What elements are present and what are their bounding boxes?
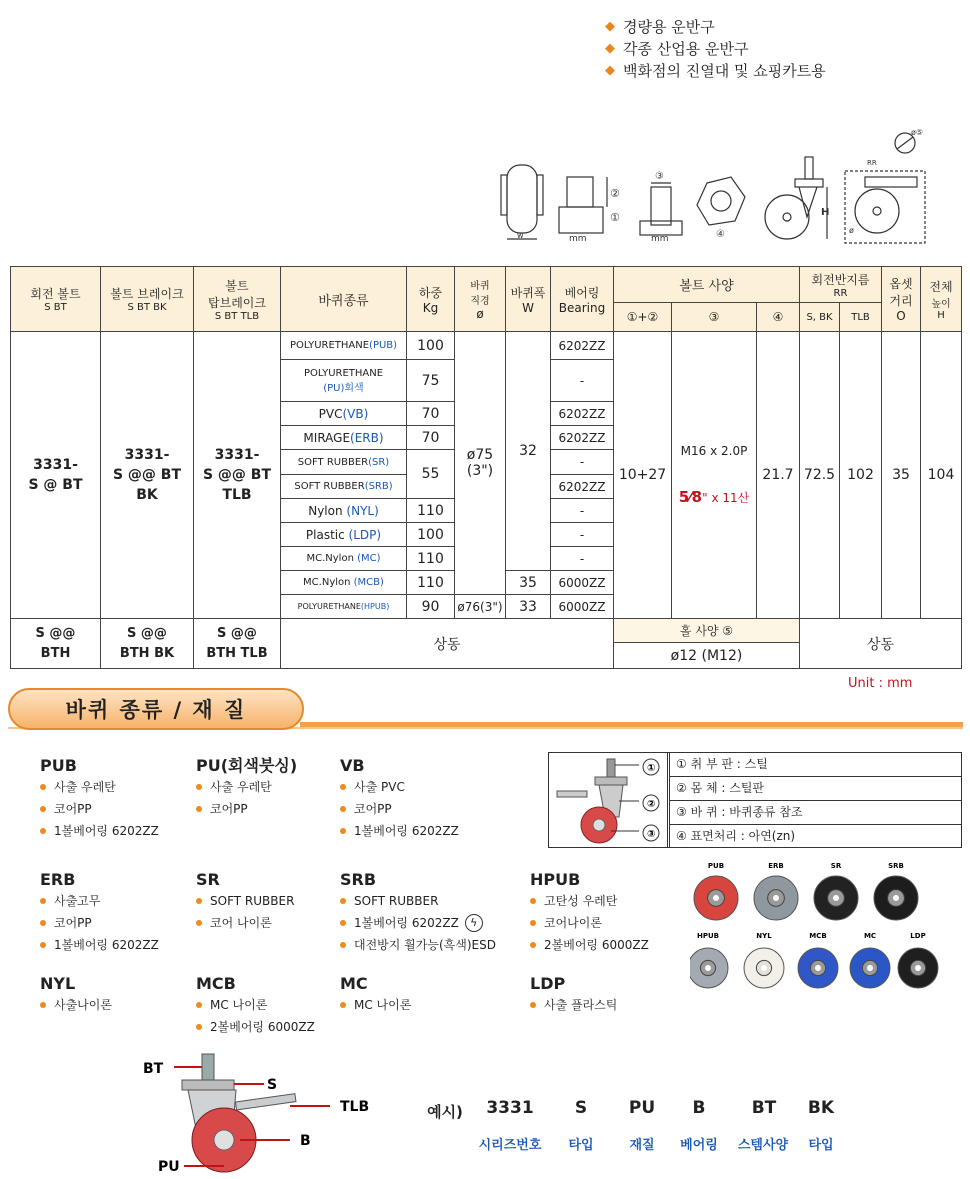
hole-spec-value: ø12 (M12) (614, 643, 800, 669)
bullet-icon (40, 828, 46, 834)
material-hpub: HPUB 고탄성 우레탄 코어나이론 2볼베어링 6000ZZ (530, 870, 649, 952)
bullet-icon (530, 920, 536, 926)
header-bolt-spec: 볼트 사양 (614, 267, 800, 303)
h-label: H (821, 207, 830, 218)
material-code: PUB (40, 756, 77, 775)
usage-list (605, 16, 826, 82)
material-code: MCB (196, 974, 236, 993)
load-cell: 70 (407, 402, 455, 426)
svg-text:ERB: ERB (768, 862, 784, 870)
load-cell: 75 (407, 360, 455, 402)
bearing-cell: 6202ZZ (551, 426, 614, 450)
bullet-icon (196, 1024, 202, 1030)
bullet-icon (196, 784, 202, 790)
material-nyl: NYL 사출나이론 (40, 974, 112, 1012)
marker-1: ① (647, 763, 656, 774)
rr-label: RR (867, 159, 877, 167)
header-sbtbk: 볼트 브레이크 S BT BK (101, 267, 194, 332)
wheel-type-cell: Plastic (LDP) (281, 523, 407, 547)
dia-hpub-cell: ø76(3") (455, 595, 506, 619)
header-load: 하중 Kg (407, 267, 455, 332)
example-meaning: 스템사양 (737, 1138, 789, 1153)
wheel-type-cell: PVC(VB) (281, 402, 407, 426)
bullet-icon (340, 920, 346, 926)
bullet-icon (340, 806, 346, 812)
svg-text:LDP: LDP (910, 932, 926, 940)
wheel-sample-srb (874, 862, 918, 920)
wheel-sample-pub (694, 862, 738, 920)
wheel-sample-hpub (690, 932, 728, 988)
bullet-icon (40, 784, 46, 790)
header-dia: 바퀴 직경 ø (455, 267, 506, 332)
example-meaning: 타입 (808, 1138, 834, 1153)
caster-parts-image (549, 753, 670, 847)
wheel-sample-sr (814, 862, 858, 920)
header-offset: 옵셋 거리 O (882, 267, 921, 332)
material-code: LDP (530, 974, 566, 993)
load-cell: 110 (407, 547, 455, 571)
unit-label: Unit : mm (848, 676, 913, 691)
marker-3: ③ (647, 829, 656, 840)
bullet-icon (530, 898, 536, 904)
bolt-side-drawing (559, 177, 620, 244)
w-label: w (517, 231, 524, 240)
svg-text:HPUB: HPUB (696, 932, 720, 940)
header-radius: 회전반지름 RR (800, 267, 882, 303)
hole-spec-header: 홀 사양 ⑤ (614, 619, 800, 643)
same-as-above-1: 상동 (281, 619, 614, 669)
wheel-type-cell: MC.Nylon (MCB) (281, 571, 407, 595)
c1-label: ① (610, 211, 620, 224)
load-cell: 90 (407, 595, 455, 619)
parts-list (670, 753, 961, 848)
caster-side-drawing (765, 157, 829, 239)
header-wheel-type: 바퀴종류 (281, 267, 407, 332)
diamond-icon: ◆ (605, 19, 615, 34)
material-code: PU(회색붓싱) (196, 756, 298, 775)
c2-label: ② (610, 187, 620, 200)
wheel-type-cell: POLYURETHANE (PU)회색 (281, 360, 407, 402)
parts-row: ③ 바 퀴 : 바퀴종류 참조 (670, 801, 961, 825)
header-radius-sbk: S, BK (800, 303, 840, 332)
bearing-cell: - (551, 523, 614, 547)
bearing-cell: - (551, 450, 614, 475)
header-bolt-c4: ④ (757, 303, 800, 332)
load-cell: 110 (407, 571, 455, 595)
hex-nut-drawing (697, 177, 745, 240)
bullet-icon (530, 1002, 536, 1008)
parts-row: ① 취 부 판 : 스틸 (670, 753, 961, 777)
material-pu: PU(회색붓싱) 사출 우레탄 코어PP (196, 756, 298, 816)
c3-label: ③ (655, 171, 664, 182)
usage-item: ◆ 백화점의 진열대 및 쇼핑카트용 (605, 62, 826, 80)
label-bt: BT (143, 1061, 164, 1077)
header-bearing: 베어링 Bearing (551, 267, 614, 332)
radius-tlb-value: 102 (840, 332, 882, 619)
example-code: 3331 (486, 1098, 534, 1118)
bullet-icon (340, 784, 346, 790)
svg-text:MC: MC (863, 932, 877, 940)
bullet-icon (40, 942, 46, 948)
offset-value: 35 (882, 332, 921, 619)
example-code: B (692, 1098, 706, 1118)
svg-text:MCB: MCB (809, 932, 827, 940)
example-code: BT (751, 1098, 777, 1118)
antistatic-icon: ϟ (465, 914, 483, 932)
bearing-cell: - (551, 499, 614, 523)
bullet-icon (196, 1002, 202, 1008)
bullet-icon (196, 920, 202, 926)
bullet-icon (340, 942, 346, 948)
model-sbth: S @@ BTH (11, 619, 101, 669)
stem-drawing (640, 171, 682, 244)
svg-text:PUB: PUB (707, 862, 725, 870)
material-code: MC (340, 974, 368, 993)
wheel-type-cell: Nylon (NYL) (281, 499, 407, 523)
header-bolt-c3: ③ (672, 303, 757, 332)
example-meaning: 재질 (629, 1138, 655, 1153)
material-erb: ERB 사출고무 코어PP 1볼베어링 6202ZZ (40, 870, 159, 952)
bullet-icon (196, 898, 202, 904)
bolt-c12-value: 10+27 (614, 332, 672, 619)
parts-box (548, 752, 962, 848)
svg-text:SR: SR (830, 862, 842, 870)
model-sbttlb: 3331- S @@ BT TLB (194, 332, 281, 619)
dia-main-cell: ø75 (3") (455, 332, 506, 595)
label-pu: PU (158, 1159, 180, 1175)
wheel-sample-erb (754, 862, 798, 920)
height-value: 104 (921, 332, 962, 619)
model-sbtbk: 3331- S @@ BT BK (101, 332, 194, 619)
header-width: 바퀴폭 W (506, 267, 551, 332)
wheel-type-cell: SOFT RUBBER(SR) (281, 450, 407, 475)
width-mcb-cell: 35 (506, 571, 551, 595)
width-hpub-cell: 33 (506, 595, 551, 619)
wheel-sample-nyl (744, 932, 784, 988)
material-mcb: MCB MC 나이론 2볼베어링 6000ZZ (196, 974, 315, 1034)
material-code: SRB (340, 870, 377, 889)
usage-item: ◆ 각종 산업용 운반구 (605, 40, 749, 58)
bearing-cell: 6202ZZ (551, 332, 614, 360)
bullet-icon (40, 1002, 46, 1008)
marker-2: ② (647, 799, 656, 810)
example-code: BK (807, 1098, 835, 1118)
same-as-above-2: 상동 (800, 619, 962, 669)
material-vb: VB 사출 PVC 코어PP 1볼베어링 6202ZZ (340, 756, 459, 838)
example-code: PU (628, 1098, 656, 1118)
technical-drawings (495, 125, 935, 250)
load-cell: 55 (407, 450, 455, 499)
wheel-sample-mcb (798, 932, 838, 988)
example-meaning: 시리즈번호 (478, 1138, 542, 1153)
model-sbthbk: S @@ BTH BK (101, 619, 194, 669)
diamond-icon: ◆ (605, 41, 615, 56)
bolt-c4-value: 21.7 (757, 332, 800, 619)
bullet-icon (530, 942, 536, 948)
o-label: ø (849, 226, 854, 235)
wheel-type-cell: MIRAGE(ERB) (281, 426, 407, 450)
load-cell: 110 (407, 499, 455, 523)
bullet-icon (340, 828, 346, 834)
section-title: 바퀴 종류 / 재 질 (8, 688, 304, 730)
spec-table (10, 266, 962, 669)
bearing-cell: - (551, 360, 614, 402)
header-height: 전체 높이 H (921, 267, 962, 332)
model-sbt: 3331- S @ BT (11, 332, 101, 619)
example-meaning: 베어링 (680, 1138, 718, 1153)
header-sbt: 회전 볼트 S BT (11, 267, 101, 332)
material-ldp: LDP 사출 플라스틱 (530, 974, 618, 1012)
material-code: HPUB (530, 870, 581, 889)
header-sbttlb: 볼트 탑브레이크 S BT TLB (194, 267, 281, 332)
wheel-sample-ldp (898, 932, 938, 988)
diamond-icon: ◆ (605, 63, 615, 78)
model-sbthtlb: S @@ BTH TLB (194, 619, 281, 669)
bullet-icon (40, 806, 46, 812)
bearing-cell: 6000ZZ (551, 571, 614, 595)
wheel-type-cell: POLYURETHANE(HPUB) (281, 595, 407, 619)
usage-item: ◆ 경량용 운반구 (605, 18, 715, 36)
load-cell: 70 (407, 426, 455, 450)
wheel-type-cell: POLYURETHANE(PUB) (281, 332, 407, 360)
bearing-cell: 6202ZZ (551, 475, 614, 499)
bullet-icon (196, 806, 202, 812)
material-code: VB (340, 756, 365, 775)
material-pub: PUB 사출 우레탄 코어PP 1볼베어링 6202ZZ (40, 756, 159, 838)
example-code: S (574, 1098, 588, 1118)
bearing-cell: 6202ZZ (551, 402, 614, 426)
example-meaning: 타입 (568, 1138, 594, 1153)
wheel-sample-graphic (690, 856, 940, 996)
material-code: SR (196, 870, 220, 889)
bullet-icon (340, 898, 346, 904)
bolt-c3-value: M16 x 2.0P 5⁄8" x 11산 (672, 332, 757, 619)
bullet-icon (340, 1002, 346, 1008)
c5-label: ø⑤ (911, 128, 924, 137)
label-tlb: TLB (340, 1099, 370, 1115)
header-radius-tlb: TLB (840, 303, 882, 332)
radius-sbk-value: 72.5 (800, 332, 840, 619)
load-cell: 100 (407, 332, 455, 360)
label-b: B (300, 1133, 311, 1149)
mm-label: mm (651, 234, 669, 244)
svg-text:NYL: NYL (756, 932, 772, 940)
material-srb: SRB SOFT RUBBER 1볼베어링 6202ZZ ϟ 대전방지 휠가능(흑색)ESD (340, 870, 496, 952)
caster-top-drawing (845, 128, 925, 243)
parts-row: ④ 표면처리 : 아연(zn) (676, 829, 796, 843)
wheel-sample-mc (850, 932, 890, 988)
wheel-type-cell: SOFT RUBBER(SRB) (281, 475, 407, 499)
mm-label: mm (569, 234, 587, 244)
load-cell: 100 (407, 523, 455, 547)
c4-label: ④ (716, 229, 725, 240)
wheel-type-cell: MC.Nylon (MC) (281, 547, 407, 571)
caster-illustration (140, 1050, 380, 1175)
material-mc: MC MC 나이론 (340, 974, 412, 1012)
wheel-front-drawing (501, 165, 543, 240)
bullet-icon (40, 920, 46, 926)
width-main-cell: 32 (506, 332, 551, 571)
bearing-cell: - (551, 547, 614, 571)
label-s: S (267, 1077, 278, 1093)
material-code: NYL (40, 974, 76, 993)
material-sr: SR SOFT RUBBER 코어 나이론 (196, 870, 295, 930)
wheel-samples (690, 856, 940, 996)
bearing-cell: 6000ZZ (551, 595, 614, 619)
svg-text:SRB: SRB (888, 862, 904, 870)
header-bolt-c12: ①+② (614, 303, 672, 332)
bullet-icon (40, 898, 46, 904)
example-label: 예시) (427, 1103, 463, 1121)
material-code: ERB (40, 870, 76, 889)
parts-row: ② 몸 체 : 스틸판 (670, 777, 961, 801)
